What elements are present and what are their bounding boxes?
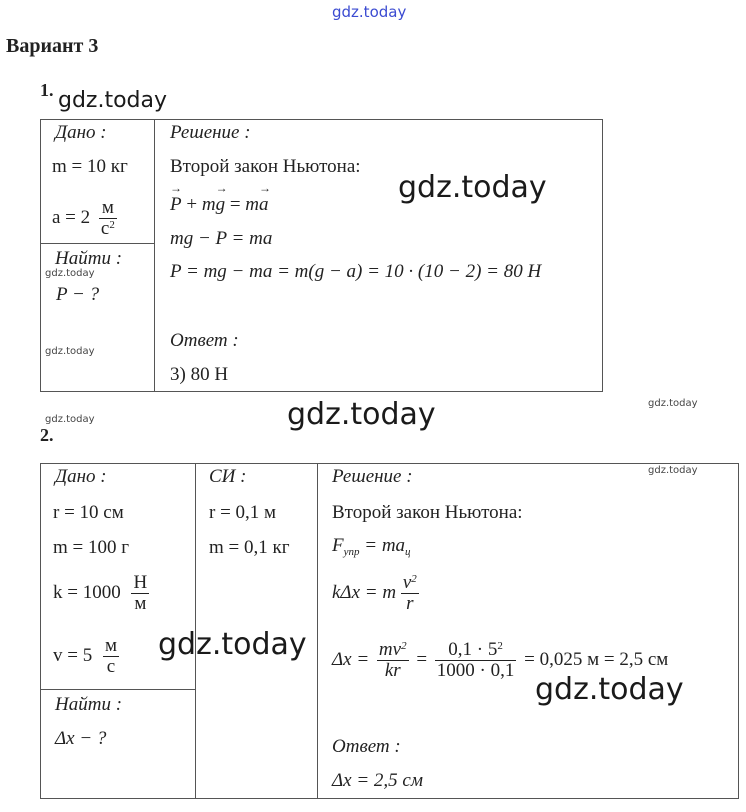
problem-1-number: 1. (40, 80, 54, 100)
p1-answer-label: Ответ : (170, 330, 239, 351)
p2-find-value: Δx − ? (55, 728, 107, 749)
p1-solution-label: Решение : (170, 122, 251, 143)
p2-given-r: r = 10 см (53, 502, 124, 523)
watermark-p2-large-left: gdz.today (158, 627, 307, 662)
problem-2-divider-2 (317, 463, 318, 798)
watermark-p2-large-right: gdz.today (535, 672, 684, 707)
watermark-p1-large: gdz.today (398, 170, 547, 205)
p2-eq1: $F_{упр} = ma_ц$ (332, 535, 411, 558)
p1-eq2: mg − P = ma (170, 228, 273, 249)
watermark-p1-small-b: gdz.today (45, 346, 95, 357)
p1-given-m: m = 10 кг (52, 156, 128, 177)
p2-law: Второй закон Ньютона: (332, 502, 523, 523)
watermark-p1-small-a: gdz.today (45, 268, 95, 279)
watermark-p1-label: gdz.today (58, 88, 168, 113)
p2-solution-label: Решение : (332, 466, 413, 487)
page-title: Вариант 3 (6, 35, 99, 57)
p2-si-label: СИ : (209, 466, 247, 487)
p1-given-label: Дано : (55, 122, 107, 143)
p1-answer-value: 3) 80 Н (170, 364, 229, 385)
p2-find-label: Найти : (55, 694, 123, 715)
p2-given-k: k = 1000 $\frac{Н}{м}$ (53, 572, 148, 614)
p1-eq1: → P + m→ g = m→ a (170, 194, 269, 216)
p2-given-m: m = 100 г (53, 537, 130, 558)
p1-find-label: Найти : (55, 248, 123, 269)
watermark-between-small-right: gdz.today (648, 398, 698, 409)
p1-eq3: P = mg − ma = m(g − a) = 10 · (10 − 2) = 80 Н (170, 261, 542, 282)
watermark-top: gdz.today (332, 3, 407, 21)
p2-answer-value: Δx = 2,5 см (332, 770, 423, 791)
p2-answer-label: Ответ : (332, 736, 401, 757)
p2-given-label: Дано : (55, 466, 107, 487)
p1-given-a: a = 2 $\frac{м}{c^2}$ (52, 197, 115, 239)
problem-1-divider-horizontal (40, 243, 154, 244)
p1-find-value: P − ? (56, 284, 100, 305)
p2-given-v: v = 5 $\frac{м}{с}$ (53, 635, 117, 677)
watermark-p2-small-right: gdz.today (648, 465, 698, 476)
watermark-between-small-left: gdz.today (45, 414, 95, 425)
watermark-between-large: gdz.today (287, 397, 436, 432)
p2-eq2: kΔx = m $\frac{v^2}{r}$ (332, 572, 417, 614)
p2-si-m: m = 0,1 кг (209, 537, 290, 558)
problem-2-divider-horizontal (40, 689, 195, 690)
problem-1-divider-vertical (154, 119, 155, 391)
p1-law: Второй закон Ньютона: (170, 156, 361, 177)
p2-eq3: Δx = $\frac{mv^2}{kr}$ = $\frac{0,1 \cdot 5^2}{1000 \cdot 0,1}$ = 0,025 м = 2,5 см (332, 639, 669, 681)
problem-2-number: 2. (40, 425, 54, 445)
p2-si-r: r = 0,1 м (209, 502, 277, 523)
